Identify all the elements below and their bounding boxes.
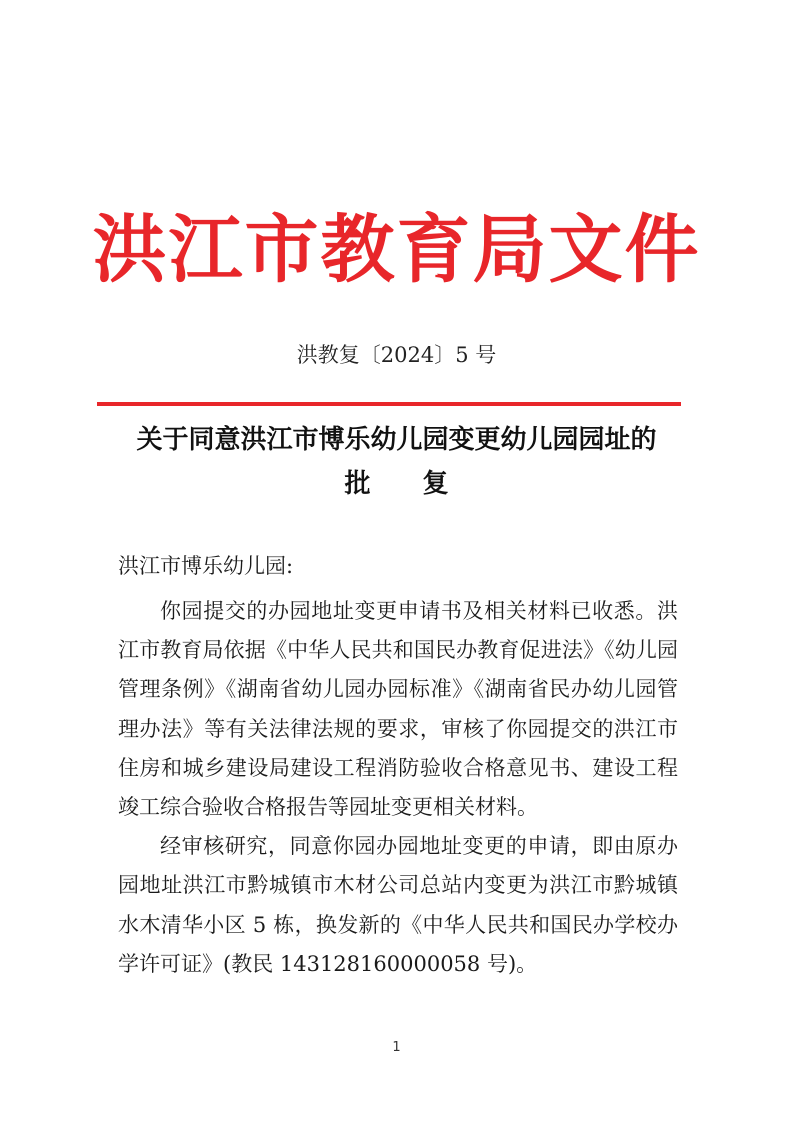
document-title-line2: 批复 xyxy=(344,469,501,499)
paragraph: 经审核研究，同意你园办园地址变更的申请，即由原办园地址洪江市黔城镇市木材公司总站内变更为洪江市黔城镇水木清华小区 5 栋，换发新的《中华人民共和国民办学校办学许可证》(教民 143128160000058 号)。 xyxy=(118,834,678,976)
body-text xyxy=(118,592,678,984)
document-title: 关于同意洪江市博乐幼儿园变更幼儿园园址的 xyxy=(136,425,657,455)
salutation: 洪江市博乐幼儿园: xyxy=(118,554,294,578)
paragraph: 你园提交的办园地址变更申请书及相关材料已收悉。洪江市教育局依据《中华人民共和国民办教育促进法》《幼儿园管理条例》《湖南省幼儿园办园标准》《湖南省民办幼儿园管理办法》等有关法律法规的要求，审核了你园提交的洪江市住房和城乡建设局建设工程消防验收合格意见书、建设工程竣工综合验收合格报告等园址变更相关材料。 xyxy=(118,599,678,820)
red-divider-line xyxy=(97,402,681,406)
document-number: 洪教复〔2024〕5 号 xyxy=(296,343,497,367)
masthead: 洪江市教育局文件 xyxy=(92,207,701,293)
page-number: 1 xyxy=(392,1040,401,1055)
